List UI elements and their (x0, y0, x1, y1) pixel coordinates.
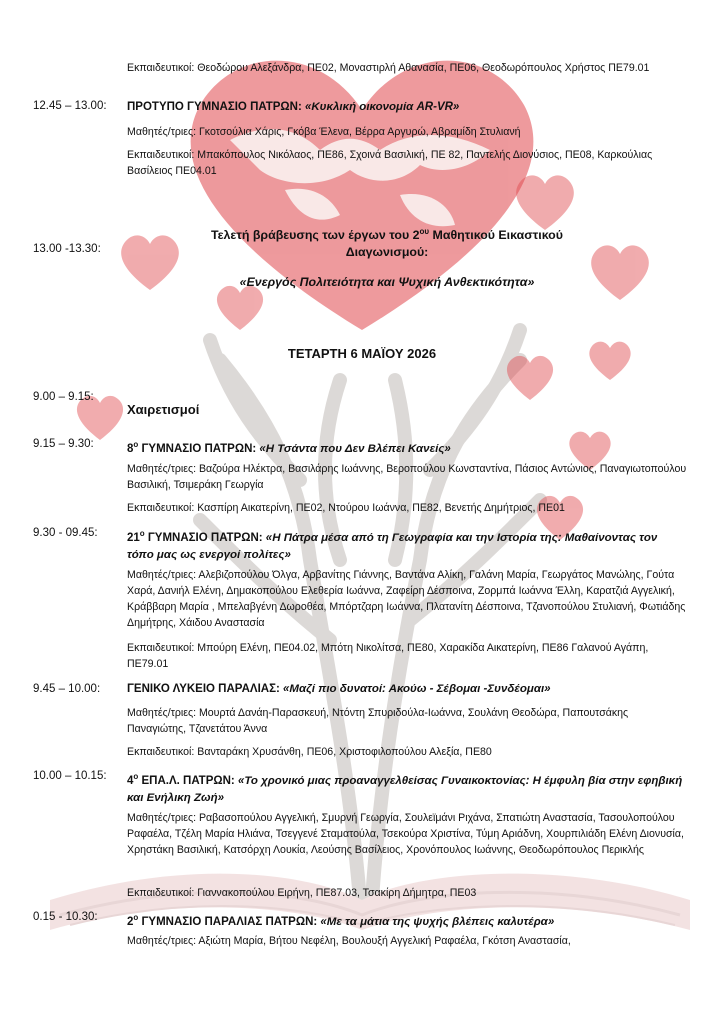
time-slot: 10.00 – 10.15: (33, 770, 107, 782)
teachers-line: Εκπαιδευτικοί: Κασπίρη Αικατερίνη, ΠΕ02, Ντούρου Ιωάννα, ΠΕ82, Βενετής Δημήτριος, ΠΕ01 (127, 502, 565, 514)
project-title: «Η Τσάντα που Δεν Βλέπει Κανείς» (259, 442, 451, 455)
school-number: 21 (127, 531, 140, 544)
school-heading (127, 909, 687, 931)
ordinal-suffix: ο (139, 529, 145, 538)
school-number: 2 (127, 915, 134, 928)
school-name: ΓΥΜΝΑΣΙΟ ΠΑΤΡΩΝ: (144, 531, 266, 544)
ceremony-title (127, 223, 647, 261)
time-slot: 9.45 – 10.00: (33, 683, 101, 695)
school-heading (127, 436, 687, 458)
students-line: Μαθητές/τριες: Μουρτά Δανάη-Παρασκευή, Ντόντη Σπυριδούλα-Ιωάννα, Σουλάνη Θεοδώρα, Παπουτσάκης Παναγιώτης, Τζανετάτου Άννα (127, 707, 629, 735)
ordinal-suffix: ο (133, 440, 139, 449)
school-heading (127, 681, 687, 698)
school-heading (127, 768, 687, 807)
school-name: ΓΕΝΙΚΟ ΛΥΚΕΙΟ ΠΑΡΑΛΙΑΣ: (127, 683, 284, 695)
time-slot: 12.45 – 13.00: (33, 100, 107, 112)
time-slot: 9.30 - 09.45: (33, 527, 98, 539)
project-title: «Με τα μάτια της ψυχής βλέπεις καλυτέρα» (320, 915, 555, 928)
ordinal-suffix: ο (133, 913, 139, 922)
ordinal-suffix: ου (419, 227, 430, 236)
school-name: ΠΡΟΤΥΠΟ ΓΥΜΝΑΣΙΟ ΠΑΤΡΩΝ: (127, 101, 302, 113)
students-line: Μαθητές/τριες: Αλεβιζοπούλου Όλγα, Αρβανίτης Γιάννης, Βαντάνα Αλίκη, Γαλάνη Μαρία, Γεωργάτος Μανώλης, Γούτα Χαρά, Δανιήλ Ελένη, Δημακοπούλου Ελεθερία Ιωάννα, Ζαφείρη Δέσποινα, Ζορμπά Ιωάννα Έλλη, Καρατζιά Αγγελική, Κράββαρη Μαρία , Μπελαβγένη Δωροθέα, Μπόρτζαρη Ιωάννα, Πλατανίτη Δέσποινα, Τζανοπούλου Στυλιανή, Φωτιάδης Δημήτρης, Χάιδου Αναστασία (127, 569, 686, 629)
teachers-line: Εκπαιδευτικοί: Γιαννακοπούλου Ειρήνη, ΠΕ87.03, Τσακίρη Δήμητρα, ΠΕ03 (127, 887, 477, 899)
time-slot: 0.15 - 10.30: (33, 911, 98, 923)
time-slot: 9.15 – 9.30: (33, 438, 94, 450)
students-line: Μαθητές/τριες: Βαζούρα Ηλέκτρα, Βασιλάρης Ιωάννης, Βεροπούλου Κωνσταντίνα, Πάσιος Αντώνιος, Παναγιωτοπούλου Βασιλική, Τσιμεράκη Γεωργία (127, 463, 687, 491)
school-name: ΓΥΜΝΑΣΙΟ ΠΑΡΑΛΙΑΣ ΠΑΤΡΩΝ: (138, 915, 321, 928)
project-title: «Κυκλική οικονομία AR-VR» (304, 101, 460, 113)
time-slot: 9.00 – 9.15: (33, 391, 94, 403)
school-name: ΓΥΜΝΑΣΙΟ ΠΑΤΡΩΝ: (138, 442, 260, 455)
teachers-line: Εκπαιδευτικοί: Βανταράκη Χρυσάνθη, ΠΕ06, Χριστοφιλοπούλου Αλεξία, ΠΕ80 (127, 746, 492, 758)
students-line: Μαθητές/τριες: Ραβασοπούλου Αγγελική, Σμυρνή Γεωργία, Σουλεϊμάνι Ριχάνα, Σπατιώτη Αναστασία, Τασουλοπούλου Ραφαέλα, Τζέλη Μαρία Ηλιάνα, Τσεγγενέ Σταματούλα, Τσεκούρα Χριστίνα, Τύμη Αριάδνη, Χουρπιλιάδη Ελένη Διονυσία, Χρηστάκη Βασιλική, Κατσόρχη Λουκία, Λεούσης Βασίλειος, Χρονόπουλος Ιωάννης, Θεοδωρόπουλος Περικλής (127, 812, 684, 856)
ceremony-title-part: Μαθητικού Εικαστικού (429, 228, 563, 243)
time-slot: 13.00 -13.30: (33, 243, 101, 255)
students-line: Μαθητές/τριες: Αξιώτη Μαρία, Βήτου Νεφέλη, Βουλουξή Αγγελική Ραφαέλα, Γκότση Αναστασία, (127, 935, 571, 947)
project-title: «Το χρονικό μιας προαναγγελθείσας Γυναικοκτονίας: Η έμφυλη βία στην εφηβική και Ενήλικη Ζωή» (127, 774, 683, 804)
teachers-line: Εκπαιδευτικοί: Μπούρη Ελένη, ΠΕ04.02, Μπότη Νικολίτσα, ΠΕ80, Χαρακίδα Αικατερίνη, ΠΕ86 Γαλανού Αγάπη, ΠΕ79.01 (127, 642, 649, 670)
ceremony-title-part: Τελετή βράβευσης των έργων του 2 (211, 228, 420, 243)
project-title: «Μαζί πιο δυνατοί: Ακούω - Σέβομαι -Συνδέομαι» (283, 683, 551, 695)
ceremony-subtitle: «Ενεργός Πολιτειότητα και Ψυχική Ανθεκτικότητα» (239, 275, 535, 289)
students-line: Μαθητές/τριες: Γκοτσούλια Χάρις, Γκόβα Έλενα, Βέρρα Αργυρώ, Αβραμίδη Στυλιανή (127, 126, 521, 138)
school-number: 4 (127, 774, 134, 787)
school-name: ΕΠΑ.Λ. ΠΑΤΡΩΝ: (138, 774, 238, 787)
school-heading (127, 99, 687, 116)
school-heading (127, 525, 687, 564)
school-number: 8 (127, 442, 134, 455)
ceremony-title-part: Διαγωνισμού: (345, 245, 429, 260)
project-title: «Η Πάτρα μέσα από τη Γεωγραφία και την Ιστορία της: Μαθαίνοντας τον τόπο μας ως ενεργοί πολίτες» (127, 531, 658, 561)
teachers-line: Εκπαιδευτικοί: Μπακόπουλος Νικόλαος, ΠΕ86, Σχοινά Βασιλική, ΠΕ 82, Παντελής Διονύσιος, ΠΕ08, Καρκούλιας Βασίλειος ΠΕ04.01 (127, 149, 653, 177)
day-heading: ΤΕΤΑΡΤΗ 6 ΜΑΪΟΥ 2026 (287, 346, 437, 361)
teachers-line: Εκπαιδευτικοί: Θεοδώρου Αλεξάνδρα, ΠΕ02, Μοναστιρλή Αθανασία, ΠΕ06, Θεοδωρόπουλος Χρήστος ΠΕ79.01 (127, 62, 650, 74)
greeting-label: Χαιρετισμοί (127, 402, 200, 417)
ordinal-suffix: ο (133, 772, 139, 781)
